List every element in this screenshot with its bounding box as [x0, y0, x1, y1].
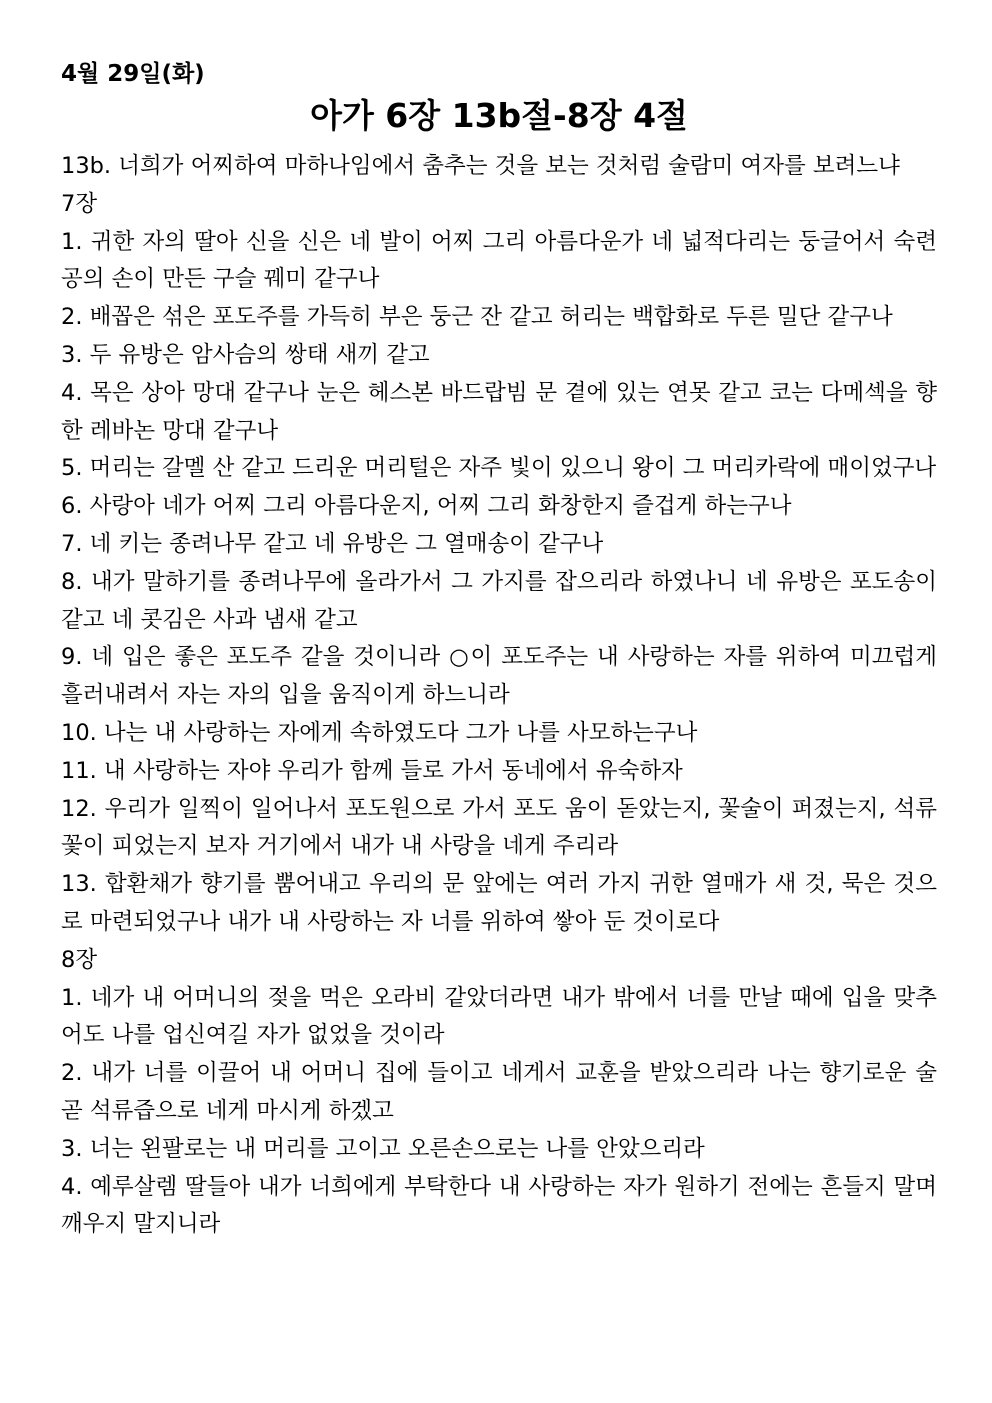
- verse: 6. 사랑아 네가 어찌 그리 아름다운지, 어찌 그리 화창한지 즐겁게 하는구나: [61, 493, 792, 520]
- verse: 3. 너는 왼팔로는 내 머리를 고이고 오른손으로는 나를 안았으리라: [61, 1135, 705, 1162]
- passage-body: [61, 148, 937, 1244]
- verse: 1. 네가 내 어머니의 젖을 먹은 오라비 같았더라면 내가 밖에서 너를 만날 때에 입을 맞추어도 나를 업신여길 자가 없었을 것이라: [61, 984, 937, 1049]
- verse: 2. 배꼽은 섞은 포도주를 가득히 부은 둥근 잔 같고 허리는 백합화로 두른 밀단 같구나: [61, 304, 893, 331]
- verse: 13b. 너희가 어찌하여 마하나임에서 춤추는 것을 보는 것처럼 술람미 여자를 보려느냐: [61, 153, 900, 179]
- chapter-heading: 7장: [61, 190, 98, 217]
- verse: 11. 내 사랑하는 자야 우리가 함께 들로 가서 동네에서 유숙하자: [61, 757, 683, 784]
- verse: 1. 귀한 자의 딸아 신을 신은 네 발이 어찌 그리 아름다운가 네 넓적다리는 둥글어서 숙련공의 손이 만든 구슬 꿰미 같구나: [61, 228, 937, 293]
- verse: 5. 머리는 갈멜 산 같고 드리운 머리털은 자주 빛이 있으니 왕이 그 머리카락에 매이었구나: [61, 455, 937, 482]
- verse: 13. 합환채가 향기를 뿜어내고 우리의 문 앞에는 여러 가지 귀한 열매가 새 것, 묵은 것으로 마련되었구나 내가 내 사랑하는 자 너를 위하여 쌓아 둔 것이로다: [61, 871, 937, 935]
- verse: 12. 우리가 일찍이 일어나서 포도원으로 가서 포도 움이 돋았는지, 꽃술이 퍼졌는지, 석류 꽃이 피었는지 보자 거기에서 내가 내 사랑을 네게 주리라: [61, 795, 937, 860]
- page-title: 아가 6장 13b절-8장 4절: [310, 96, 688, 135]
- chapter-heading: 8장: [61, 946, 98, 973]
- verse: 2. 내가 너를 이끌어 내 어머니 집에 들이고 네게서 교훈을 받았으리라 나는 향기로운 술 곧 석류즙으로 네게 마시게 하겠고: [61, 1060, 937, 1124]
- verse: 3. 두 유방은 암사슴의 쌍태 새끼 같고: [61, 341, 430, 368]
- verse: 7. 네 키는 종려나무 같고 네 유방은 그 열매송이 같구나: [61, 530, 604, 557]
- verse: 4. 목은 상아 망대 같구나 눈은 헤스본 바드랍빔 문 곁에 있는 연못 같고 코는 다메섹을 향한 레바논 망대 같구나: [61, 379, 937, 444]
- verse: 8. 내가 말하기를 종려나무에 올라가서 그 가지를 잡으리라 하였나니 네 유방은 포도송이 같고 네 콧김은 사과 냄새 같고: [61, 568, 937, 633]
- date-heading: 4월 29일(화): [61, 61, 205, 87]
- verse: 9. 네 입은 좋은 포도주 같을 것이니라 ○이 포도주는 내 사랑하는 자를 위하여 미끄럽게 흘러내려서 자는 자의 입을 움직이게 하느니라: [61, 644, 937, 709]
- verse: 4. 예루살렘 딸들아 내가 너희에게 부탁한다 내 사랑하는 자가 원하기 전에는 흔들지 말며 깨우지 말지니라: [61, 1173, 937, 1238]
- verse: 10. 나는 내 사랑하는 자에게 속하였도다 그가 나를 사모하는구나: [61, 719, 698, 746]
- document-page: [61, 58, 937, 1244]
